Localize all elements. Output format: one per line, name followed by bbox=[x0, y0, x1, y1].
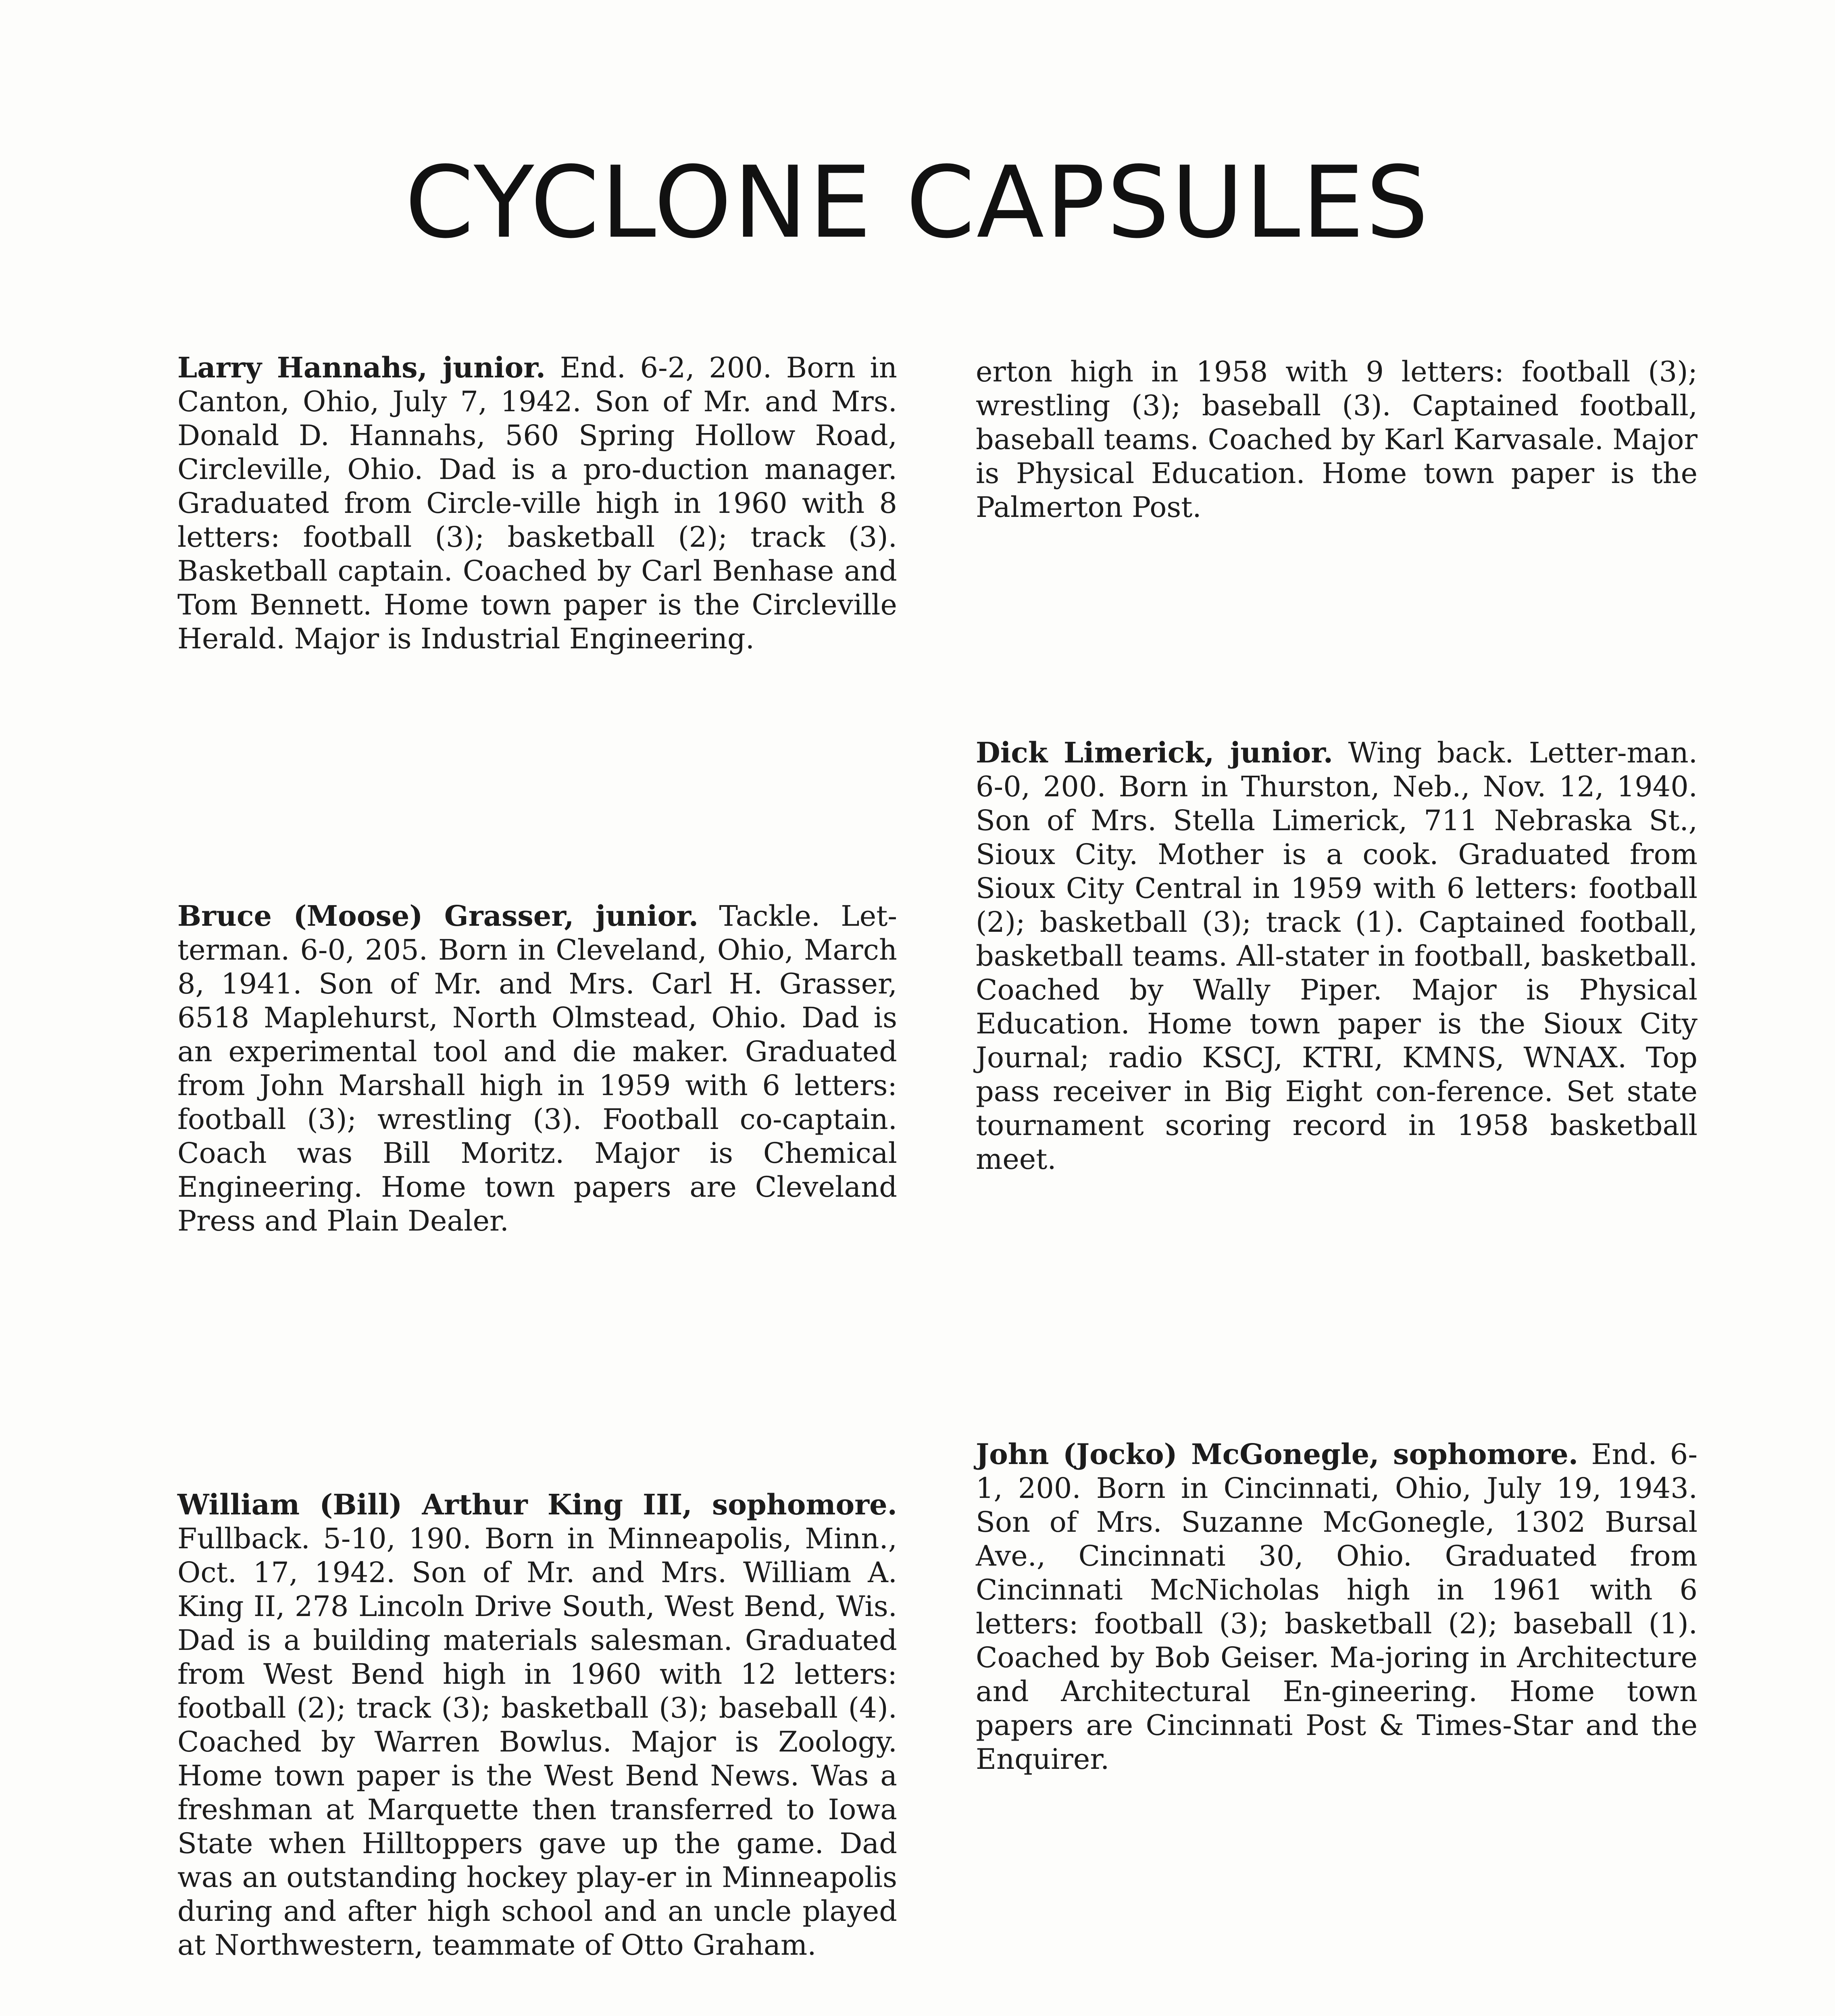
bio-text: Wing back. Letter-man. 6-0, 200. Born in Thurston, Neb., Nov. 12, 1940. Son of Mrs. Stella Limerick, 711 Nebraska St., Sioux City. Mother is a cook. Graduated from Sioux City Central in 1959 with 6 letters: football (2); basketball (3); track (1). Captained football, basketball teams. All-stater in football, basketball. Coached by Wally Piper. Major is Physical Education. Home town paper is the Sioux City Journal; radio KSCJ, KTRI, KMNS, WNAX. Top pass receiver in Big Eight con-ference. Set state tournament scoring record in 1958 basketball meet. bbox=[976, 736, 1698, 1176]
bio-ernie-kun-continued bbox=[976, 355, 1698, 524]
page-title: CYCLONE CAPSULES bbox=[405, 145, 1430, 260]
bio-william-king bbox=[177, 1488, 897, 1962]
bio-bruce-grasser bbox=[177, 899, 897, 1238]
bio-text: Tackle. Let-terman. 6-0, 205. Born in Cleveland, Ohio, March 8, 1941. Son of Mr. and Mrs. Carl H. Grasser, 6518 Maplehurst, North Olmstead, Ohio. Dad is an experimental tool and die maker. Graduated from John Marshall high in 1959 with 6 letters: football (3); wrestling (3). Football co-captain. Coach was Bill Moritz. Major is Chemical Engineering. Home town papers are Cleveland Press and Plain Dealer. bbox=[177, 900, 897, 1237]
bio-name: Bruce (Moose) Grasser, junior. bbox=[177, 899, 699, 933]
bio-text: Fullback. 5-10, 190. Born in Minneapolis, Minn., Oct. 17, 1942. Son of Mr. and Mrs. William A. King II, 278 Lincoln Drive South, West Bend, Wis. Dad is a building materials salesman. Graduated from West Bend high in 1960 with 12 letters: football (2); track (3); basketball (3); baseball (4). Coached by Warren Bowlus. Major is Zoology. Home town paper is the West Bend News. Was a freshman at Marquette then transferred to Iowa State when Hilltoppers gave up the game. Dad was an outstanding hockey play-er in Minneapolis during and after high school and an uncle played at Northwestern, teammate of Otto Graham. bbox=[177, 1522, 897, 1962]
bio-text: End. 6-2, 200. Born in Canton, Ohio, July 7, 1942. Son of Mr. and Mrs. Donald D. Hannahs, 560 Spring Hollow Road, Circleville, Ohio. Dad is a pro-duction manager. Graduated from Circle-ville high in 1960 with 8 letters: football (3); basketball (2); track (3). Basketball captain. Coached by Carl Benhase and Tom Bennett. Home town paper is the Circleville Herald. Major is Industrial Engineering. bbox=[177, 351, 897, 655]
bio-john-mcgonegle bbox=[976, 1437, 1698, 1776]
bio-name: Larry Hannahs, junior. bbox=[177, 351, 546, 384]
bio-name: John (Jocko) McGonegle, sophomore. bbox=[976, 1437, 1579, 1471]
bio-name: William (Bill) Arthur King III, sophomore. bbox=[177, 1488, 897, 1521]
bio-name: Dick Limerick, junior. bbox=[976, 736, 1333, 769]
bio-larry-hannahs bbox=[177, 351, 897, 656]
bio-dick-limerick bbox=[976, 736, 1698, 1176]
bio-text: erton high in 1958 with 9 letters: football (3); wrestling (3); baseball (3). Captained football, baseball teams. Coached by Karl Karvasale. Major is Physical Education. Home town paper is the Palmerton Post. bbox=[976, 355, 1698, 524]
bio-text: End. 6-1, 200. Born in Cincinnati, Ohio, July 19, 1943. Son of Mrs. Suzanne McGonegle, 1302 Bursal Ave., Cincinnati 30, Ohio. Graduated from Cincinnati McNicholas high in 1961 with 6 letters: football (3); basketball (2); baseball (1). Coached by Bob Geiser. Ma-joring in Architecture and Architectural En-gineering. Home town papers are Cincinnati Post & Times-Star and the Enquirer. bbox=[976, 1438, 1698, 1776]
